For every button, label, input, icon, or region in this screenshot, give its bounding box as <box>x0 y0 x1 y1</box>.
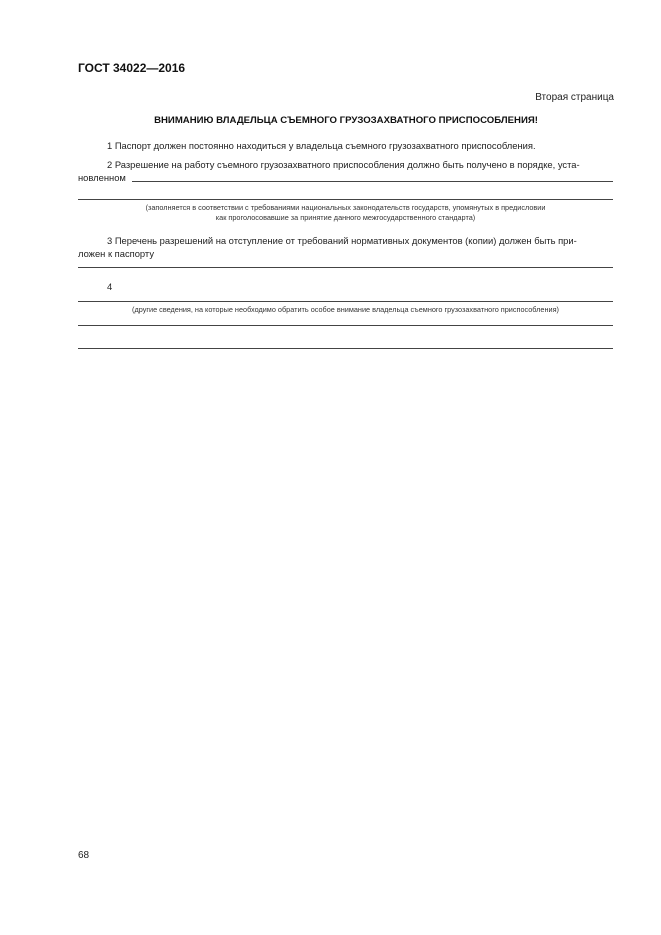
item-2-note-line2: как проголосовавшие за принятие данного межгосударственного стандарта) <box>215 213 476 222</box>
item-1-text: 1 Паспорт должен постоянно находиться у владельца съемного грузозахватного приспособления. <box>107 140 536 151</box>
item-4-number: 4 <box>107 281 113 292</box>
page-label: Вторая страница <box>535 92 614 103</box>
item-2-fill-line <box>132 181 613 182</box>
item-4-fill-line <box>78 301 613 302</box>
document-header: ГОСТ 34022—2016 <box>78 61 186 75</box>
item-3-fill-line <box>78 267 613 268</box>
item-2-text-line2: новленном <box>78 172 126 183</box>
item-2-fill-line-2 <box>78 199 613 200</box>
item-4-note: (другие сведения, на которые необходимо обратить особое внимание владельца съемного грузозахватного приспособления) <box>132 305 559 314</box>
item-4-fill-line-3 <box>78 348 613 349</box>
item-2-text-line1: 2 Разрешение на работу съемного грузозахватного приспособления должно быть получено в порядке, уста- <box>107 159 580 170</box>
item-4-fill-line-2 <box>78 325 613 326</box>
page-number: 68 <box>78 850 90 861</box>
item-2-note-line1: (заполняется в соответствии с требованиями национальных законодательств государств, упомянутых в предисловии <box>145 203 546 212</box>
page-title: ВНИМАНИЮ ВЛАДЕЛЬЦА СЪЕМНОГО ГРУЗОЗАХВАТНОГО ПРИСПОСОБЛЕНИЯ! <box>154 115 538 126</box>
item-3-text-line2: ложен к паспорту <box>78 248 155 259</box>
item-3-text-line1: 3 Перечень разрешений на отступление от требований нормативных документов (копии) должен быть при- <box>107 235 577 246</box>
